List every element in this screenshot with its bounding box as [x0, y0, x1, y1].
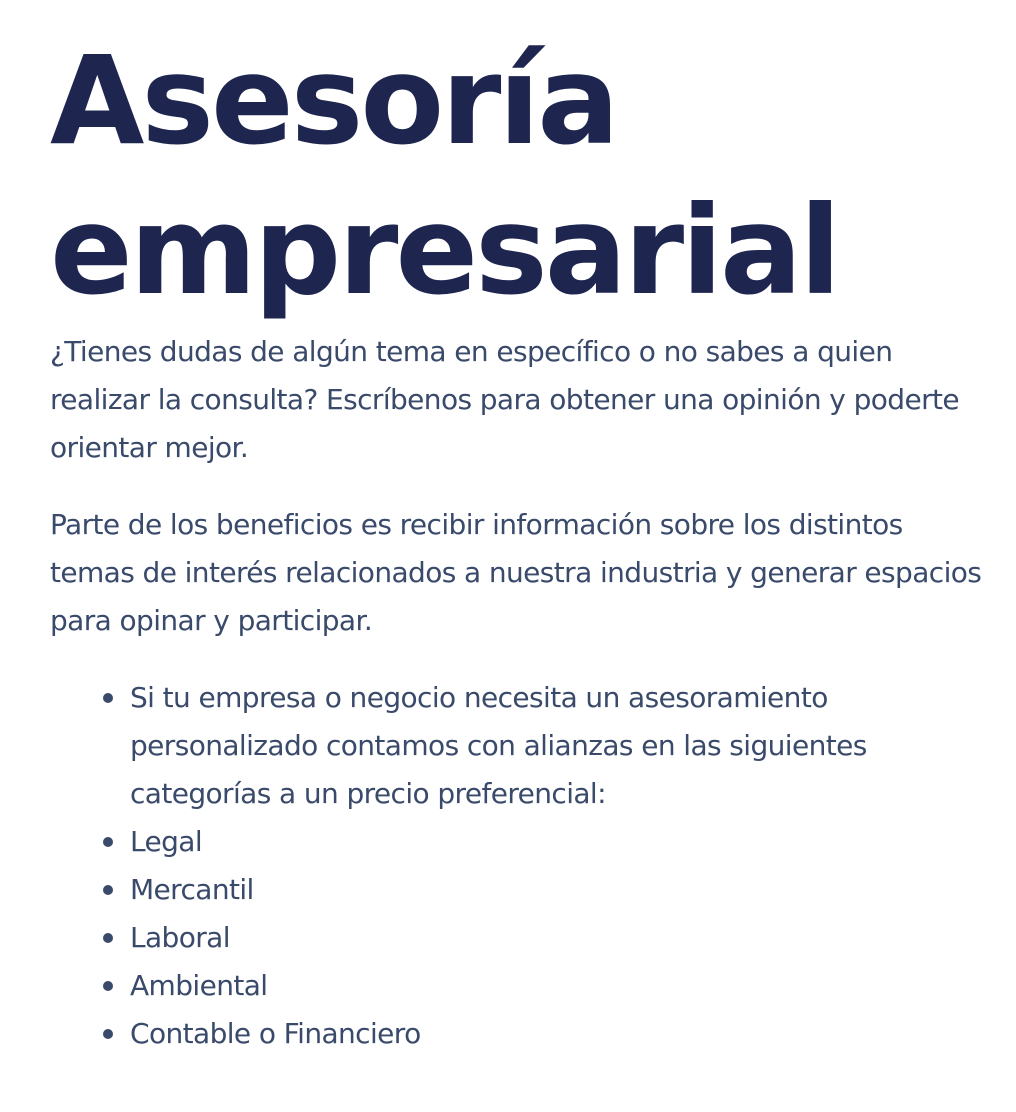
- list-item-intro: Si tu empresa o negocio necesita un asesoramiento personalizado contamos con alianzas en las siguientes categorías a un precio preferencial:: [130, 674, 990, 818]
- page-title: [50, 26, 990, 326]
- list-item-mercantil: Mercantil: [130, 866, 990, 914]
- page-title-line-1: Asesoría: [50, 30, 617, 172]
- list-item-laboral: Laboral: [130, 914, 990, 962]
- categories-list: [50, 674, 990, 1058]
- list-item-contable: Contable o Financiero: [130, 1010, 990, 1058]
- intro-paragraph: ¿Tienes dudas de algún tema en específico o no sabes a quien realizar la consulta? Escríbenos para obtener una opinión y poderte orientar mejor.: [50, 335, 959, 464]
- list-item-legal: Legal: [130, 818, 990, 866]
- page-title-line-2: empresarial: [50, 180, 839, 322]
- benefits-paragraph: Parte de los beneficios es recibir información sobre los distintos temas de interés relacionados a nuestra industria y generar espacios para opinar y participar.: [50, 508, 982, 637]
- page-content: [50, 26, 990, 1058]
- list-item-ambiental: Ambiental: [130, 962, 990, 1010]
